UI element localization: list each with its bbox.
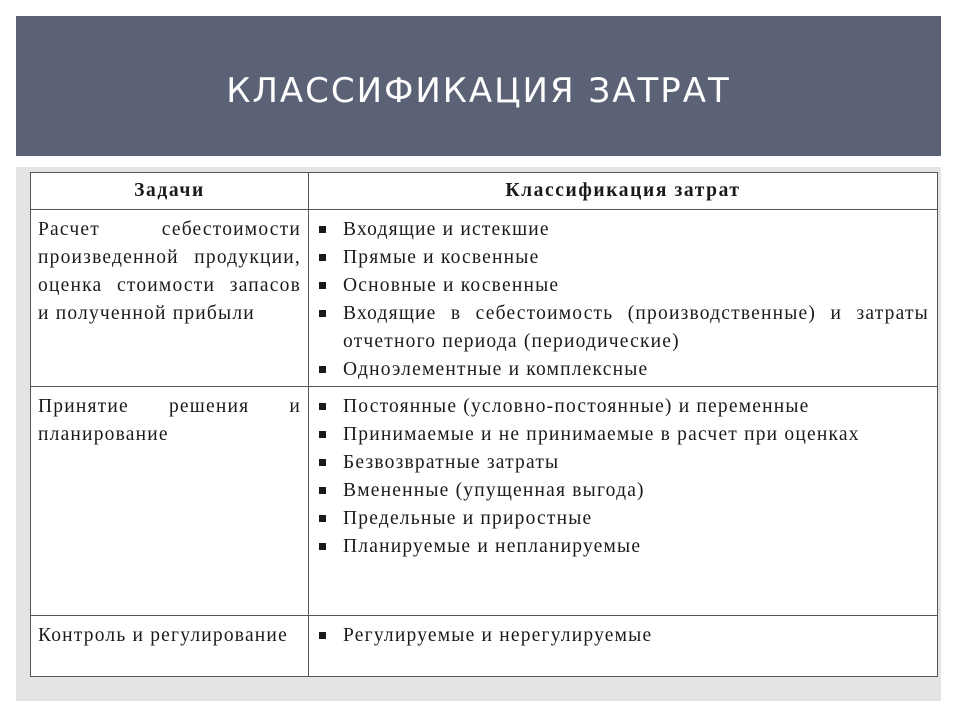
list-item — [317, 356, 929, 384]
square-bullet-icon — [319, 310, 326, 317]
square-bullet-icon — [319, 254, 326, 261]
title-bar — [16, 16, 941, 156]
classification-cell — [309, 210, 938, 387]
table-header-row — [31, 173, 938, 210]
cost-classification-table — [30, 172, 938, 677]
classification-list — [317, 622, 929, 650]
table-row — [31, 616, 938, 677]
list-item — [317, 449, 929, 477]
task-cell: Расчет себестоимости произведенной продукции, оценка стоимости запасов и полученной прибыли — [31, 210, 309, 387]
list-item-text: Вмененные (упущенная выгода) — [343, 480, 645, 501]
square-bullet-icon — [319, 459, 326, 466]
list-item — [317, 272, 929, 300]
classification-list — [317, 393, 929, 561]
square-bullet-icon — [319, 431, 326, 438]
square-bullet-icon — [319, 226, 326, 233]
list-item-text: Основные и косвенные — [343, 275, 560, 296]
square-bullet-icon — [319, 282, 326, 289]
list-item-text: Регулируемые и нерегулируемые — [343, 625, 653, 646]
square-bullet-icon — [319, 403, 326, 410]
classification-cell — [309, 387, 938, 616]
table-row — [31, 387, 938, 616]
list-item-text: Входящие и истекшие — [343, 219, 550, 240]
square-bullet-icon — [319, 366, 326, 373]
list-item-text: Прямые и косвенные — [343, 247, 540, 268]
list-item — [317, 393, 929, 421]
list-item — [317, 300, 929, 356]
square-bullet-icon — [319, 487, 326, 494]
list-item-text: Постоянные (условно-постоянные) и переменные — [343, 396, 810, 417]
classification-list — [317, 216, 929, 384]
list-item — [317, 216, 929, 244]
list-item — [317, 244, 929, 272]
slide-title: КЛАССИФИКАЦИЯ ЗАТРАТ — [226, 71, 731, 111]
task-cell: Контроль и регулирование — [31, 616, 309, 677]
list-item-text: Принимаемые и не принимаемые в расчет при оценках — [343, 424, 860, 445]
header-classification: Классификация затрат — [309, 173, 938, 210]
list-item — [317, 533, 929, 561]
list-item — [317, 505, 929, 533]
task-cell: Принятие решения и планирование — [31, 387, 309, 616]
list-item-text: Безвозвратные затраты — [343, 452, 560, 473]
list-item-text: Входящие в себестоимость (производственные) и затраты отчетного периода (периодические) — [343, 303, 929, 352]
square-bullet-icon — [319, 632, 326, 639]
list-item-text: Планируемые и непланируемые — [343, 536, 642, 557]
square-bullet-icon — [319, 515, 326, 522]
classification-cell — [309, 616, 938, 677]
header-tasks: Задачи — [31, 173, 309, 210]
list-item — [317, 622, 929, 650]
list-item-text: Предельные и приростные — [343, 508, 593, 529]
list-item-text: Одноэлементные и комплексные — [343, 359, 649, 380]
list-item — [317, 421, 929, 449]
list-item — [317, 477, 929, 505]
table-row — [31, 210, 938, 387]
square-bullet-icon — [319, 543, 326, 550]
